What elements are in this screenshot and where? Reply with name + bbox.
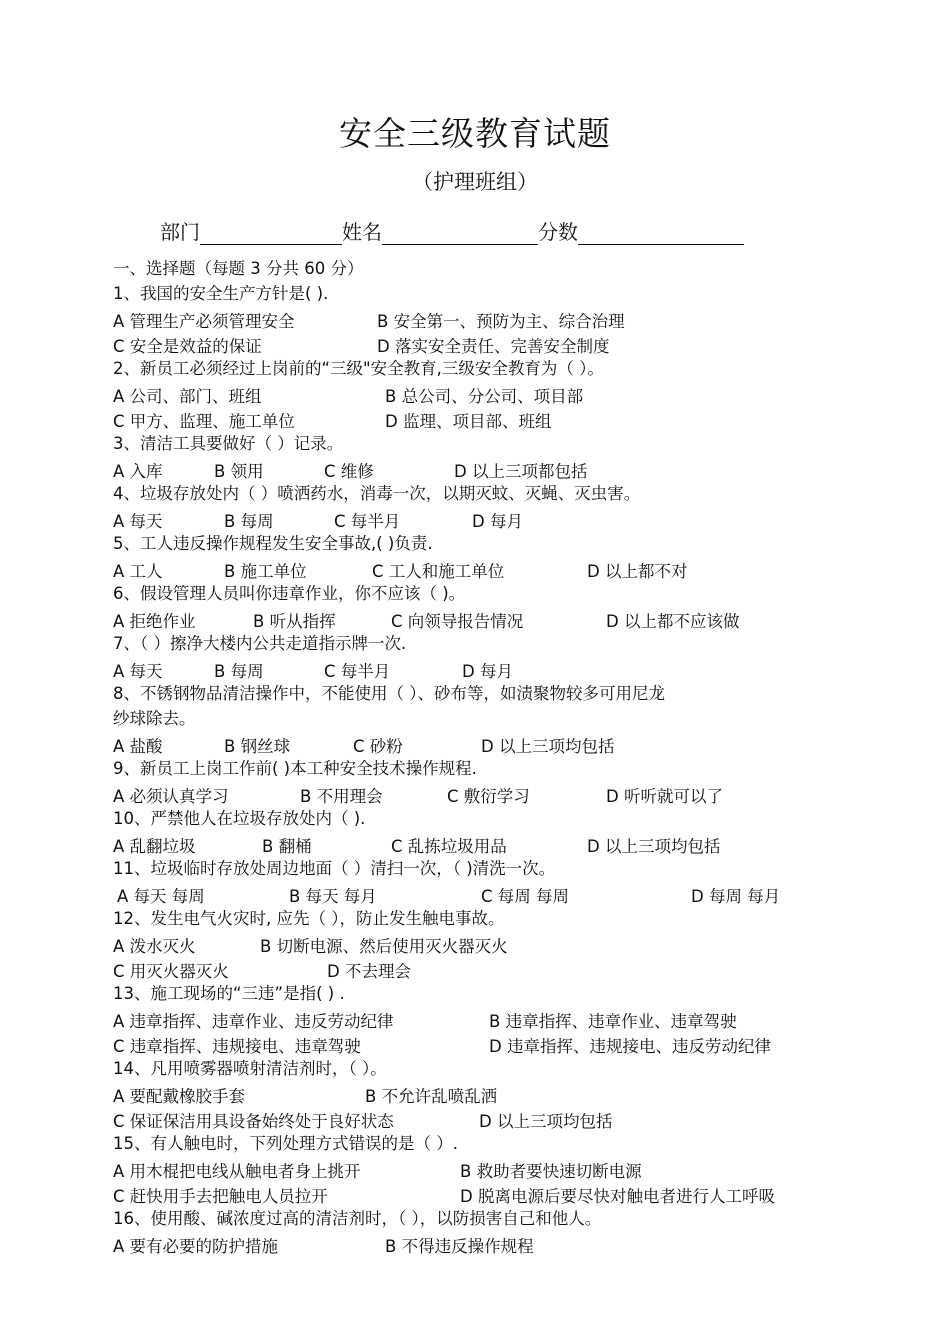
- option[interactable]: D 每月: [472, 512, 523, 531]
- option[interactable]: C 安全是效益的保证: [113, 337, 262, 356]
- option[interactable]: A 泼水灭火: [113, 937, 196, 956]
- question-1: 1、我国的安全生产方针是( ).: [113, 284, 329, 303]
- option[interactable]: C 砂粉: [353, 737, 403, 756]
- option[interactable]: A 乱翻垃圾: [113, 837, 196, 856]
- question-3: 3、清洁工具要做好（ ）记录。: [113, 434, 344, 453]
- option[interactable]: D 以上三项均包括: [479, 1112, 613, 1131]
- option[interactable]: A 入库: [113, 462, 163, 481]
- info-line: [160, 216, 744, 245]
- options-row: [113, 608, 873, 630]
- option[interactable]: B 翻桶: [262, 837, 312, 856]
- option[interactable]: C 违章指挥、违规接电、违章驾驶: [113, 1037, 361, 1056]
- name-label: 姓名: [342, 220, 382, 244]
- question-15: 15、有人触电时，下列处理方式错误的是（ ）.: [113, 1134, 458, 1153]
- option[interactable]: B 总公司、分公司、项目部: [385, 387, 584, 406]
- options-row: [113, 658, 873, 680]
- option[interactable]: B 每周: [224, 512, 274, 531]
- option[interactable]: A 要配戴橡胶手套: [113, 1087, 246, 1106]
- option[interactable]: C 敷衍学习: [447, 787, 530, 806]
- option[interactable]: C 用灭火器灭火: [113, 962, 229, 981]
- option[interactable]: D 落实安全责任、完善安全制度: [377, 337, 610, 356]
- option[interactable]: D 监理、项目部、班组: [385, 412, 552, 431]
- page-subtitle: （护理班组）: [412, 170, 538, 194]
- option[interactable]: C 每半月: [324, 662, 391, 681]
- option[interactable]: B 不得违反操作规程: [385, 1237, 534, 1256]
- option[interactable]: D 以上三项均包括: [587, 837, 721, 856]
- option[interactable]: A 每天 每周: [117, 887, 205, 906]
- question-7: 7、（ ）擦净大楼内公共走道指示牌一次.: [113, 634, 407, 653]
- question-9: 9、新员工上岗工作前( )本工种安全技术操作规程.: [113, 759, 477, 778]
- options-row: [113, 783, 873, 805]
- option[interactable]: D 以上都不对: [587, 562, 688, 581]
- dept-label: 部门: [160, 220, 200, 244]
- question-4: 4、垃圾存放处内（ ）喷洒药水，消毒一次，以期灭蚊、灭蝇、灭虫害。: [113, 484, 641, 503]
- options-row: [113, 1108, 873, 1130]
- options-row: [113, 933, 873, 955]
- options-row: [113, 508, 873, 530]
- question-11: 11、垃圾临时存放处周边地面（ ）清扫一次，（ )清洗一次。: [113, 859, 556, 878]
- question-8: 8、不锈钢物品清洁操作中，不能使用（ ）、砂布等，如渍聚物较多可用尼龙: [113, 684, 665, 703]
- options-row: [113, 1083, 873, 1105]
- question-10: 10、严禁他人在垃圾存放处内（ ).: [113, 809, 366, 828]
- option[interactable]: C 每周 每周: [481, 887, 570, 906]
- question-6: 6、假设管理人员叫你违章作业，你不应该（ )。: [113, 584, 466, 603]
- question-13: 13、施工现场的“三违”是指( ) .: [113, 984, 345, 1003]
- question-8-cont: 纱球除去。: [113, 709, 196, 728]
- option[interactable]: D 脱离电源后要尽快对触电者进行人工呼吸: [460, 1187, 775, 1206]
- option[interactable]: A 每天: [113, 512, 163, 531]
- option[interactable]: A 工人: [113, 562, 163, 581]
- option[interactable]: B 救助者要快速切断电源: [460, 1162, 642, 1181]
- dept-field[interactable]: [200, 222, 342, 245]
- option[interactable]: C 保证保洁用具设备始终处于良好状态: [113, 1112, 394, 1131]
- option[interactable]: D 不去理会: [327, 962, 411, 981]
- option[interactable]: A 违章指挥、违章作业、违反劳动纪律: [113, 1012, 394, 1031]
- question-12: 12、发生电气火灾时, 应先（ ），防止发生触电事故。: [113, 909, 505, 928]
- options-row: [113, 733, 873, 755]
- question-14: 14、凡用喷雾器喷射清洁剂时，（ ）。: [113, 1059, 387, 1078]
- options-row: [113, 1183, 873, 1205]
- question-16: 16、使用酸、碱浓度过高的清洁剂时，（ ），以防损害自己和他人。: [113, 1209, 602, 1228]
- options-row: [113, 1233, 873, 1255]
- score-field[interactable]: [578, 222, 744, 245]
- option[interactable]: B 领用: [214, 462, 264, 481]
- option[interactable]: A 拒绝作业: [113, 612, 196, 631]
- option[interactable]: D 以上都不应该做: [606, 612, 740, 631]
- option[interactable]: B 切断电源、然后使用灭火器灭火: [260, 937, 508, 956]
- option[interactable]: B 每天 每月: [289, 887, 377, 906]
- page-title: 安全三级教育试题: [339, 114, 611, 153]
- option[interactable]: D 以上三项均包括: [481, 737, 615, 756]
- option[interactable]: A 公司、部门、班组: [113, 387, 262, 406]
- question-2: 2、新员工必须经过上岗前的“三级"安全教育,三级安全教育为（ ）。: [113, 359, 604, 378]
- options-row: [113, 333, 873, 355]
- options-row: [113, 458, 873, 480]
- option[interactable]: C 向领导报告情况: [391, 612, 524, 631]
- option[interactable]: A 要有必要的防护措施: [113, 1237, 279, 1256]
- options-row: [113, 383, 873, 405]
- options-row: [113, 1033, 873, 1055]
- section-heading: 一、选择题（每题 3 分共 60 分）: [113, 259, 364, 278]
- options-row: [113, 883, 873, 905]
- option[interactable]: D 违章指挥、违规接电、违反劳动纪律: [489, 1037, 771, 1056]
- option[interactable]: C 甲方、监理、施工单位: [113, 412, 295, 431]
- option[interactable]: A 盐酸: [113, 737, 163, 756]
- option[interactable]: C 赶快用手去把触电人员拉开: [113, 1187, 328, 1206]
- option[interactable]: B 钢丝球: [224, 737, 291, 756]
- option[interactable]: B 听从指挥: [253, 612, 336, 631]
- option[interactable]: A 必须认真学习: [113, 787, 229, 806]
- option[interactable]: B 每周: [214, 662, 264, 681]
- option[interactable]: B 不用理会: [300, 787, 383, 806]
- options-row: [113, 308, 873, 330]
- options-row: [113, 1008, 873, 1030]
- option[interactable]: A 用木棍把电线从触电者身上挑开: [113, 1162, 361, 1181]
- option[interactable]: D 每月: [462, 662, 513, 681]
- score-label: 分数: [538, 220, 578, 244]
- option[interactable]: D 听听就可以了: [606, 787, 723, 806]
- options-row: [113, 958, 873, 980]
- option[interactable]: A 每天: [113, 662, 163, 681]
- options-row: [113, 558, 873, 580]
- option[interactable]: A 管理生产必须管理安全: [113, 312, 295, 331]
- option[interactable]: B 安全第一、预防为主、综合治理: [377, 312, 625, 331]
- option[interactable]: C 乱拣垃圾用品: [391, 837, 507, 856]
- option[interactable]: D 每周 每月: [691, 887, 781, 906]
- options-row: [113, 1158, 873, 1180]
- option[interactable]: C 工人和施工单位: [372, 562, 505, 581]
- options-row: [113, 408, 873, 430]
- option[interactable]: B 违章指挥、违章作业、违章驾驶: [489, 1012, 737, 1031]
- option[interactable]: D 以上三项都包括: [454, 462, 588, 481]
- option[interactable]: C 每半月: [334, 512, 401, 531]
- option[interactable]: B 不允许乱喷乱洒: [365, 1087, 498, 1106]
- question-5: 5、工人违反操作规程发生安全事故,( )负责.: [113, 534, 433, 553]
- name-field[interactable]: [382, 222, 538, 245]
- option[interactable]: C 维修: [324, 462, 374, 481]
- options-row: [113, 833, 873, 855]
- option[interactable]: B 施工单位: [224, 562, 307, 581]
